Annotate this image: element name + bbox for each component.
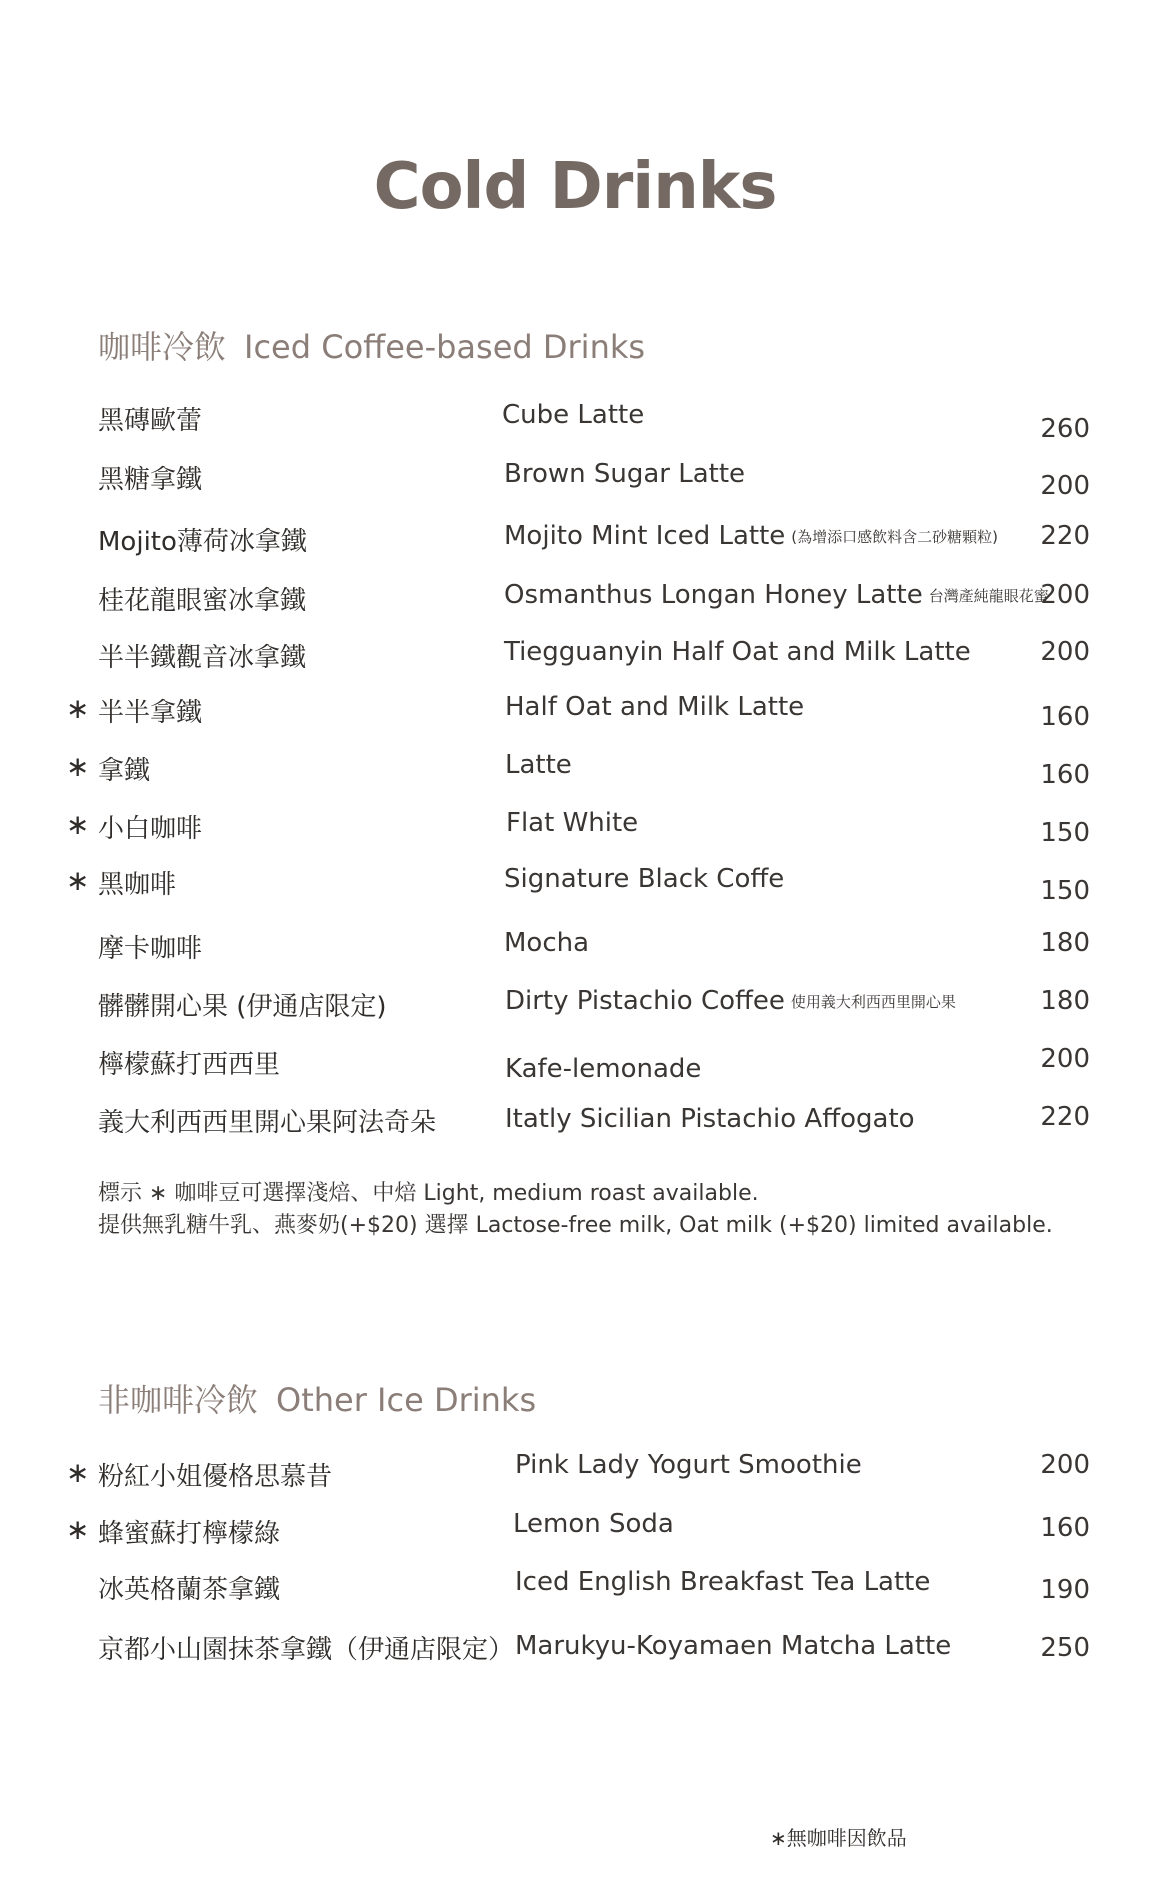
item-name-en: Pink Lady Yogurt Smoothie bbox=[515, 1450, 862, 1480]
item-price: 160 bbox=[1040, 760, 1090, 790]
item-name-en: Tiegguanyin Half Oat and Milk Latte bbox=[504, 637, 971, 667]
item-price: 200 bbox=[1040, 471, 1090, 501]
item-price: 150 bbox=[1040, 876, 1090, 906]
item-name-en: Half Oat and Milk Latte bbox=[505, 692, 805, 722]
item-price: 180 bbox=[1040, 928, 1090, 958]
item-name-en-text: Dirty Pistachio Coffee bbox=[505, 986, 785, 1016]
menu-item bbox=[0, 808, 1150, 848]
item-name-zh: 蜂蜜蘇打檸檬綠 bbox=[98, 1519, 281, 1549]
item-price: 150 bbox=[1040, 818, 1090, 848]
page-title: Cold Drinks bbox=[373, 150, 777, 224]
menu-item bbox=[0, 1450, 1150, 1496]
item-name-en: Cube Latte bbox=[502, 400, 645, 430]
menu-item bbox=[0, 521, 1150, 561]
menu-item bbox=[0, 400, 1150, 444]
menu-item bbox=[0, 864, 1150, 904]
roast-note: 標示 ∗ 咖啡豆可選擇淺焙、中焙 Light, medium roast available. bbox=[98, 1181, 759, 1206]
menu-item bbox=[0, 1569, 1150, 1609]
item-name-en: Latte bbox=[505, 750, 572, 780]
item-name-zh: 冰英格蘭茶拿鐵 bbox=[98, 1575, 281, 1605]
item-name-en: Lemon Soda bbox=[513, 1509, 674, 1539]
item-note: (為增添口感飲料含二砂糖顆粒) bbox=[791, 528, 998, 546]
menu-item bbox=[0, 1044, 1150, 1084]
item-name-zh: 桂花龍眼蜜冰拿鐵 bbox=[98, 586, 307, 616]
decaf-star-icon: ∗ bbox=[66, 808, 90, 841]
menu-item bbox=[0, 1509, 1150, 1553]
item-name-en-text: Osmanthus Longan Honey Latte bbox=[504, 580, 923, 610]
item-name-zh: 半半鐵觀音冰拿鐵 bbox=[98, 643, 307, 673]
item-price: 200 bbox=[1040, 637, 1090, 667]
item-name-en: Kafe-lemonade bbox=[505, 1054, 702, 1084]
item-price: 200 bbox=[1040, 580, 1090, 610]
item-note: 台灣產純龍眼花蜜 bbox=[928, 587, 1049, 605]
item-name-zh: 黑糖拿鐵 bbox=[98, 465, 203, 495]
decaf-star-icon: ∗ bbox=[66, 1456, 90, 1489]
item-price: 180 bbox=[1040, 986, 1090, 1016]
item-price: 250 bbox=[1040, 1633, 1090, 1663]
item-price: 160 bbox=[1040, 1513, 1090, 1543]
item-name-zh: 京都小山園抹茶拿鐵（伊通店限定） bbox=[98, 1635, 515, 1665]
item-price: 160 bbox=[1040, 702, 1090, 732]
item-name-en: Itatly Sicilian Pistachio Affogato bbox=[505, 1104, 915, 1134]
item-name-zh: 半半拿鐵 bbox=[98, 698, 203, 728]
section-heading-coffee bbox=[98, 322, 645, 368]
item-name-zh: 摩卡咖啡 bbox=[98, 934, 203, 964]
menu-item bbox=[0, 750, 1150, 790]
item-name-zh: Mojito薄荷冰拿鐵 bbox=[98, 527, 307, 557]
item-price: 220 bbox=[1040, 521, 1090, 551]
menu-item bbox=[0, 1629, 1150, 1669]
coffee-notes bbox=[98, 1178, 1053, 1242]
menu-item bbox=[0, 580, 1150, 620]
menu-item bbox=[0, 692, 1150, 732]
item-name-en: Brown Sugar Latte bbox=[504, 459, 746, 489]
item-name-en: Signature Black Coffe bbox=[504, 864, 785, 894]
decaf-legend: ∗無咖啡因飲品 bbox=[770, 1826, 907, 1850]
item-name-zh: 髒髒開心果 (伊通店限定) bbox=[98, 992, 387, 1022]
item-price: 220 bbox=[1040, 1102, 1090, 1132]
item-name-zh: 黑咖啡 bbox=[98, 870, 177, 900]
item-name-zh: 義大利西西里開心果阿法奇朵 bbox=[98, 1108, 437, 1138]
item-price: 190 bbox=[1040, 1575, 1090, 1605]
section-heading-en: Iced Coffee-based Drinks bbox=[244, 328, 646, 366]
item-name-en: Mocha bbox=[504, 928, 590, 958]
item-price: 200 bbox=[1040, 1450, 1090, 1480]
item-name-zh: 小白咖啡 bbox=[98, 814, 203, 844]
decaf-star-icon: ∗ bbox=[66, 864, 90, 897]
section-heading-zh: 咖啡冷飲 bbox=[98, 328, 227, 366]
menu-item bbox=[0, 928, 1150, 968]
item-name-en bbox=[505, 986, 956, 1016]
menu-item bbox=[0, 1102, 1150, 1142]
decaf-star-icon: ∗ bbox=[66, 1513, 90, 1546]
item-price: 260 bbox=[1040, 414, 1090, 444]
menu-item bbox=[0, 459, 1150, 499]
section-heading-en: Other Ice Drinks bbox=[276, 1381, 537, 1419]
item-name-zh: 拿鐵 bbox=[98, 756, 151, 786]
item-name-zh: 黑磚歐蕾 bbox=[98, 406, 203, 436]
item-name-en: Marukyu-Koyamaen Matcha Latte bbox=[515, 1631, 952, 1661]
decaf-star-icon: ∗ bbox=[66, 750, 90, 783]
item-price: 200 bbox=[1040, 1044, 1090, 1074]
section-heading-other bbox=[98, 1375, 536, 1421]
menu-item bbox=[0, 637, 1150, 677]
item-name-en bbox=[504, 521, 998, 551]
item-name-en: Flat White bbox=[506, 808, 639, 838]
item-note: 使用義大利西西里開心果 bbox=[790, 993, 956, 1011]
item-name-en bbox=[504, 580, 1049, 610]
section-heading-zh: 非咖啡冷飲 bbox=[98, 1381, 259, 1419]
menu-item bbox=[0, 986, 1150, 1026]
item-name-en: Iced English Breakfast Tea Latte bbox=[515, 1567, 931, 1597]
item-name-en-text: Mojito Mint Iced Latte bbox=[504, 521, 786, 551]
item-name-zh: 粉紅小姐優格思慕昔 bbox=[98, 1462, 333, 1492]
milk-note: 提供無乳糖牛乳、燕麥奶(+$20) 選擇 Lactose-free milk, Oat milk (+$20) limited available. bbox=[98, 1213, 1053, 1238]
item-name-zh: 檸檬蘇打西西里 bbox=[98, 1050, 281, 1080]
decaf-star-icon: ∗ bbox=[66, 692, 90, 725]
